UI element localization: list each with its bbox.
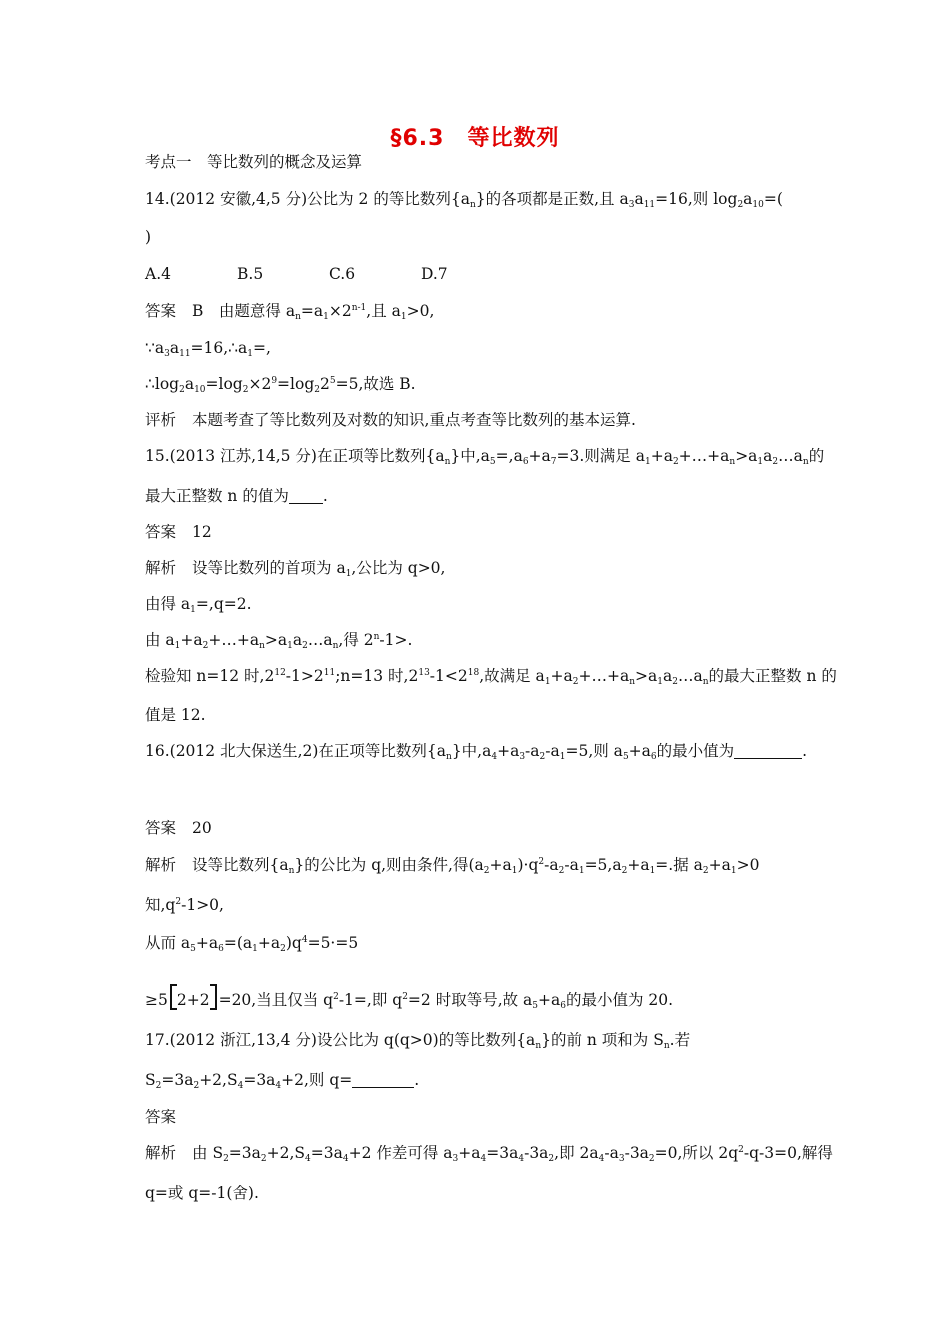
q14-solution-line: $\therefore\log_2a_{10}=\log_2\times 2^9=\log_22^5=5$,故选 B. — [145, 375, 416, 395]
q14-stem-close: ) — [145, 228, 152, 246]
q17-stem-line2: $S_2=3a_2+2,S_4=3a_4+2$,则 q= . — [145, 1071, 420, 1091]
q16-solution-line: ≥5 2+2 =20,当且仅当 $q^2-1=$,即 $q^2=2$ 时取等号,故 $a_5+a_6$的最小值为 20. — [145, 984, 673, 1010]
q15-answer: 答案 12 — [145, 523, 212, 541]
q15-stem: 15.(2013 江苏,14,5 分)在正项等比数列$\{a_n\}$中$,a_5=,a_6+a_7=3$.则满足 $a_1+a_2+\dots+a_n>a_1a_2\dots a_n$的 — [145, 447, 825, 467]
q17-solution-line: 解析 由 $S_2=3a_2+2,S_4=3a_4+2$ 作差可得 $a_3+a_4=3a_4-3a_2$,即 $2a_4-a_3-3a_2=0$,所以 $2q^2-q-3=0$,解得 — [145, 1144, 833, 1164]
q17-answer: 答案 — [145, 1108, 177, 1126]
choice-b: B.5 — [237, 265, 264, 283]
q15-stem-line2: 最大正整数 n 的值为 . — [145, 487, 328, 505]
q15-solution-line: 由得 $a_1=,q=2$. — [145, 595, 252, 615]
q14-solution-line: $\because a_3a_{11}=16,\therefore a_1=$, — [145, 339, 271, 359]
q14-choices — [145, 264, 513, 284]
q16-solution-line: 知$,q^2-1>0$, — [145, 896, 224, 914]
q14-review: 评析 本题考查了等比数列及对数的知识,重点考查等比数列的基本运算. — [145, 411, 636, 429]
q16-solution-line: 从而 $a_5+a_6=(a_1+a_2)q^4=5\cdot=5$ — [145, 934, 359, 954]
left-bracket-icon — [170, 984, 177, 1010]
q17-solution-line: q=或 q=-1(舍). — [145, 1184, 259, 1202]
choice-c: C.6 — [329, 265, 356, 283]
answer-blank — [352, 1072, 414, 1088]
q17-stem: 17.(2012 浙江,13,4 分)设公比为 q(q>0)的等比数列$\{a_n\}$的前 n 项和为 $S_n$.若 — [145, 1031, 691, 1051]
q14-answer: 答案 B 由题意得 $a_n=a_1\times 2^{n-1}$,且 $a_1>0$, — [145, 302, 435, 322]
q15-solution-line: 解析 设等比数列的首项为 $a_1$,公比为 q>0, — [145, 559, 446, 579]
answer-blank — [734, 743, 802, 759]
right-bracket-icon — [210, 984, 217, 1010]
q16-answer: 答案 20 — [145, 819, 212, 837]
answer-blank — [289, 488, 323, 504]
q14-stem: 14.(2012 安徽,4,5 分)公比为 2 的等比数列$\{a_n\}$的各项都是正数,且 $a_3a_{11}=16$,则 $\log_2a_{10}=$( — [145, 190, 783, 210]
choice-d: D.7 — [421, 265, 448, 283]
choice-a: A.4 — [145, 265, 171, 283]
q15-solution-line: 由 $a_1+a_2+\dots+a_n>a_1a_2\dots a_n$,得 $2^n-1>$. — [145, 631, 413, 651]
page-title: §6.3 等比数列 — [390, 126, 560, 151]
q16-stem: 16.(2012 北大保送生,2)在正项等比数列$\{a_n\}$中$,a_4+a_3-a_2-a_1=5$,则 $a_5+a_6$的最小值为 . — [145, 742, 808, 762]
q16-solution-line: 解析 设等比数列$\{a_n\}$的公比为 q,则由条件,得$(a_2+a_1)\cdot q^2-a_2-a_1=5,a_2+a_1=$.据 $a_2+a_1>0$ — [145, 856, 760, 876]
q15-solution-line: 值是 12. — [145, 706, 206, 724]
q15-solution-line: 检验知 n=12 时$,2^{12}-1>2^{11};n=13$ 时$,2^{13}-1<2^{18}$,故满足 $a_1+a_2+\dots+a_n>a_1a_2\dots a_n$的最大正整数 n 的 — [145, 667, 837, 687]
section-heading: 考点一 等比数列的概念及运算 — [145, 153, 363, 171]
